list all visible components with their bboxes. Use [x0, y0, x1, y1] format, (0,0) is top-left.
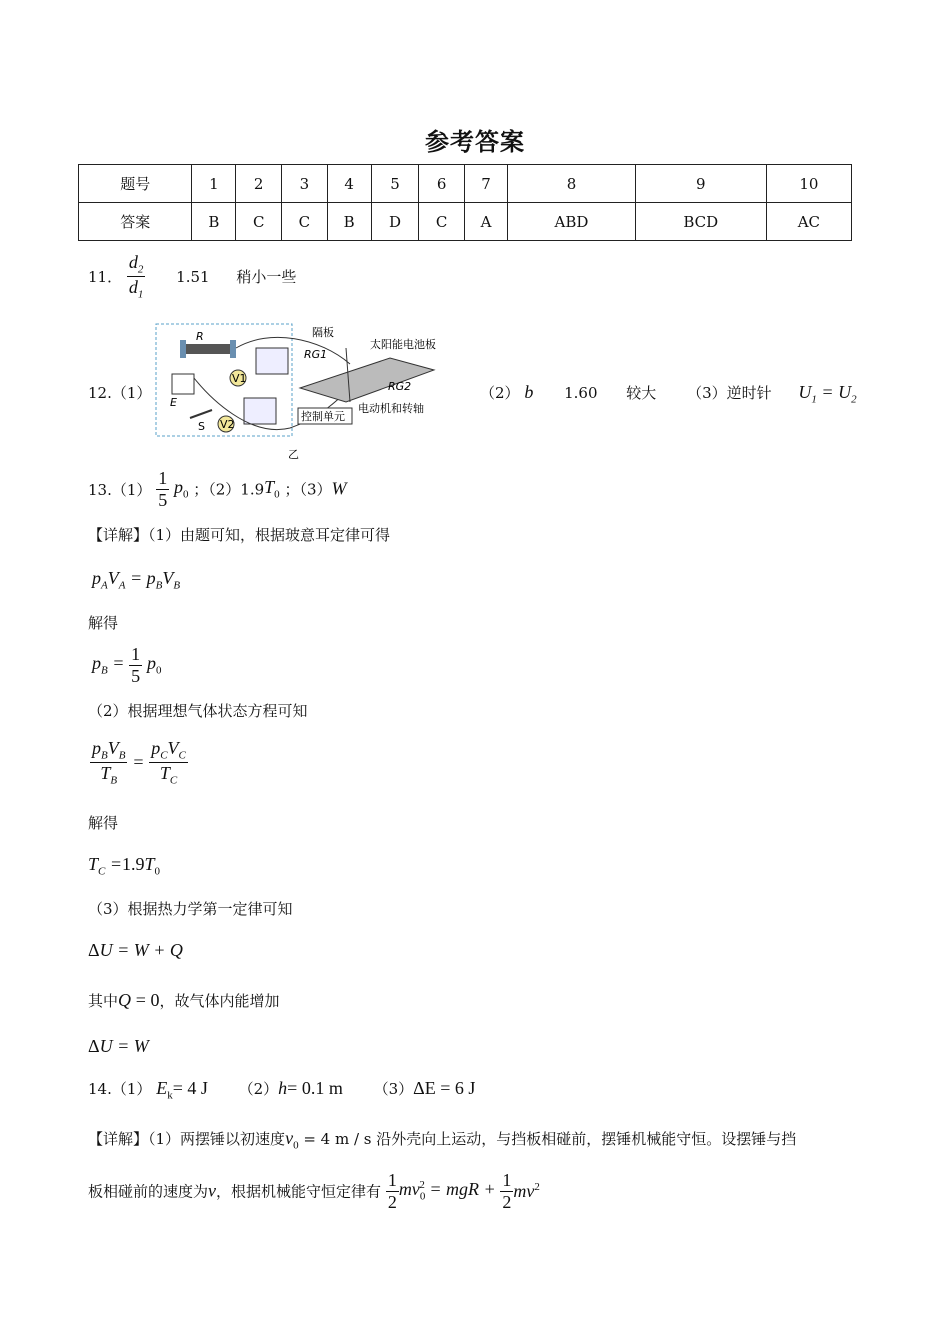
battery: [172, 374, 194, 394]
eq-du-w: ΔU = W: [88, 1036, 149, 1056]
answer-cell: BCD: [635, 203, 766, 241]
q13-t0: $T_0$: [264, 477, 280, 501]
q13-w: W: [331, 478, 347, 499]
q13-p0: $p_0$: [173, 477, 189, 501]
solar-panel: [300, 358, 434, 402]
q13-detail-2: （2）根据理想气体状态方程可知: [88, 702, 308, 720]
fraction: $\frac{1}{2}$: [502, 1170, 512, 1212]
label-geban: 隔板: [312, 326, 334, 339]
fraction: $\frac{1}{2}$: [387, 1170, 397, 1212]
detail-label: 【详解】: [88, 526, 149, 544]
q13-q0-line: 其中Q = 0，故气体内能增加: [88, 990, 280, 1010]
answer-cell: ABD: [508, 203, 636, 241]
q14-de: ΔE = 6 J: [413, 1078, 476, 1098]
circuit-figure: [150, 318, 450, 462]
answer-cell: C: [282, 203, 328, 241]
q11-value: 1.51: [176, 267, 210, 286]
q11-text: 稍小一些: [236, 268, 297, 287]
answer-cell: B: [327, 203, 371, 241]
label-r: R: [196, 330, 204, 343]
q12-part2: （2）: [480, 384, 520, 402]
detail-text: （1）由题可知，根据玻意耳定律可得: [148, 526, 391, 544]
q14-line: 14.（1） $E_k= 4$ J （2）h= 0.1 m （3）ΔE = 6 J: [88, 1078, 476, 1102]
q14-number: 14.（1）: [88, 1080, 152, 1098]
detail-text: ，根据机械能守恒定律有: [216, 1182, 382, 1201]
detail-label: 【详解】: [88, 1130, 149, 1148]
answer-cell: B: [192, 203, 236, 241]
q11-line: [88, 252, 296, 301]
q12-u-eq: $U_1 = U_2$: [798, 382, 857, 406]
label-motor: 电动机和转轴: [358, 402, 424, 415]
table-row-numbers: [79, 165, 852, 203]
label-s: S: [198, 420, 205, 433]
q13-detail-1: [88, 524, 390, 545]
eq-boyle: $p_AV_A = p_BV_B$: [92, 568, 181, 592]
eq-first-law: ΔU = W + Q: [88, 940, 183, 960]
q14-detail-2: 板相碰前的速度为v，根据机械能守恒定律有 $\frac{1}{2}$ $mv_0^2$ = mgR + $\frac{1}{2}$ $mv^2$: [88, 1170, 540, 1212]
switch: [190, 410, 212, 418]
solve-label: 解得: [88, 814, 119, 832]
number-cell: 3: [282, 165, 328, 203]
eq-tc: $T_C =1.9T_0$: [88, 854, 161, 878]
detail-text: = 4 m / s 沿外壳向上运动，与挡板相碰前，摆锤机械能守恒。设摆锤与挡: [303, 1130, 797, 1148]
label-rg2: RG2: [388, 380, 412, 393]
q12-larger: 较大: [626, 384, 657, 402]
fraction: $\frac{1}{5}$: [131, 644, 141, 686]
q14-part2: （2）: [238, 1080, 279, 1098]
detail-text: 板相碰前的速度为: [88, 1182, 209, 1201]
detail-text: （1）两摆锤以初速度: [148, 1130, 286, 1148]
number-cell: 2: [236, 165, 282, 203]
eq-pb: $p_B$ = $\frac{1}{5}$ $p_0$: [92, 644, 162, 686]
q13-sep2: ；（3）: [284, 480, 332, 499]
rheostat: [186, 344, 230, 354]
q14-h: = 0.1 m: [287, 1078, 343, 1098]
q0-post: ，故气体内能增加: [159, 992, 280, 1010]
label-e: E: [170, 396, 177, 409]
voltmeter-v2: [244, 398, 276, 424]
q13-sep1: ；（2）1.9: [193, 480, 265, 499]
q14-detail-1: 【详解】（1）两摆锤以初速度$v_0 = 4$ m / s 沿外壳向上运动，与挡板相碰前，摆锤机械能守恒。设摆锤与挡: [88, 1128, 797, 1152]
number-cell: 7: [464, 165, 507, 203]
label-v1: V1: [232, 372, 247, 385]
q12-number: 12.（1）: [88, 384, 152, 402]
q13-line: [88, 468, 347, 510]
q12-part3: （3）逆时针: [687, 384, 772, 402]
q12-b: b: [524, 382, 534, 402]
answer-table: [78, 164, 852, 241]
rheostat-end: [180, 340, 186, 358]
number-cell: 6: [419, 165, 465, 203]
q14-ek: = 4 J: [172, 1078, 208, 1098]
eq-gas-law: $\frac{p_BV_B}{T_B}$ = $\frac{p_CV_C}{T_C}$: [92, 738, 186, 787]
figure-caption: 乙: [288, 448, 299, 461]
number-cell: 4: [327, 165, 371, 203]
q13-number: 13.（1）: [88, 480, 152, 499]
label-v2: V2: [220, 418, 235, 431]
q12-answers: [480, 382, 857, 406]
number-cell: 10: [766, 165, 851, 203]
header-cell: 答案: [79, 203, 192, 241]
q12-value: 1.60: [564, 384, 598, 402]
number-cell: 8: [508, 165, 636, 203]
answer-cell: AC: [766, 203, 851, 241]
number-cell: 1: [192, 165, 236, 203]
answer-cell: D: [371, 203, 419, 241]
fraction: $\frac{p_CV_C}{T_C}$: [151, 738, 186, 787]
answer-cell: A: [464, 203, 507, 241]
q13-detail-3: （3）根据热力学第一定律可知: [88, 900, 293, 918]
page-title: 参考答案: [425, 128, 525, 156]
answer-cell: C: [419, 203, 465, 241]
label-ctrl: 控制单元: [301, 410, 345, 423]
q13-fraction: $\frac{1}{5}$: [158, 468, 168, 510]
q14-part3: （3）: [373, 1080, 414, 1098]
q11-fraction: $\frac{d_2}{d_1}$: [128, 252, 144, 301]
solve-label: 解得: [88, 614, 119, 632]
header-cell: 题号: [79, 165, 192, 203]
tc-value: 1.9: [122, 854, 145, 874]
table-row-answers: [79, 203, 852, 241]
label-rg1: RG1: [304, 348, 328, 361]
q11-number: 11．: [88, 268, 123, 287]
rheostat-end: [230, 340, 236, 358]
q0-pre: 其中: [88, 992, 119, 1010]
number-cell: 5: [371, 165, 419, 203]
wire: [236, 337, 350, 364]
label-solar: 太阳能电池板: [370, 338, 436, 351]
fraction: $\frac{p_BV_B}{T_B}$: [92, 738, 126, 787]
answer-cell: C: [236, 203, 282, 241]
number-cell: 9: [635, 165, 766, 203]
voltmeter-v1: [256, 348, 288, 374]
